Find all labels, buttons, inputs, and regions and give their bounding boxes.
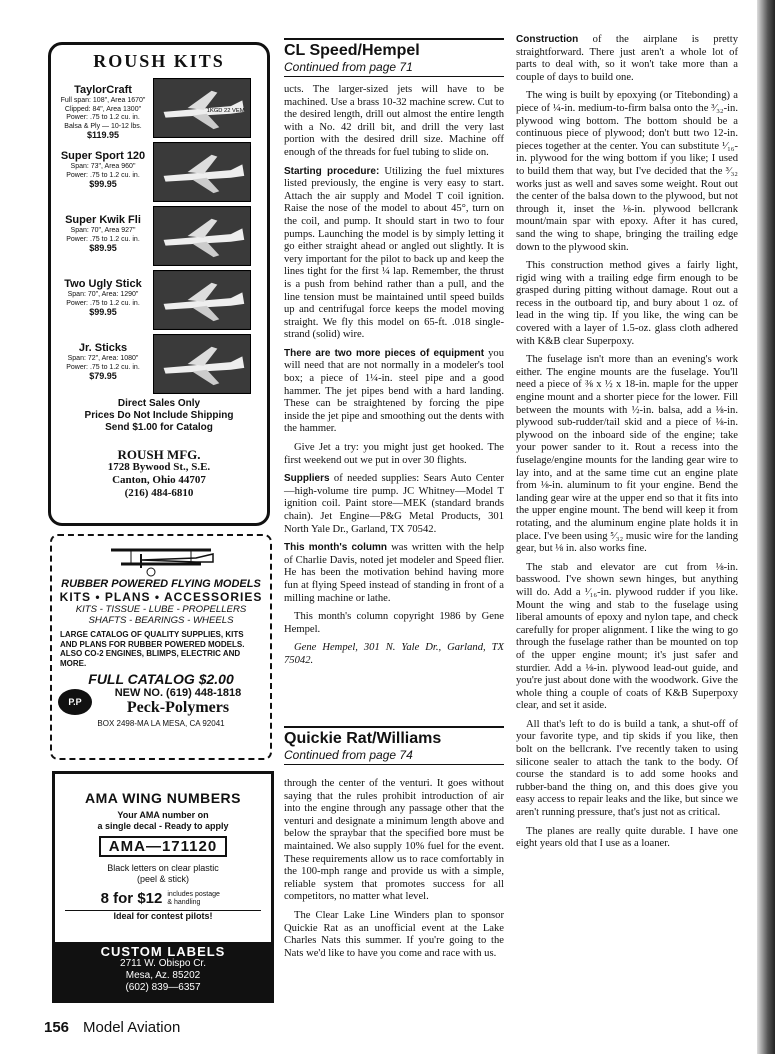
ama-price-note: includes postage & handling [167, 890, 220, 906]
pp-description: LARGE CATALOG OF QUALITY SUPPLIES, KITS AND PLANS FOR RUBBER POWERED MODELS. ALSO CO-2 ENGINES, BLIMPS, ELECTRIC AND MORE. [60, 630, 245, 668]
kit-list [51, 76, 267, 396]
kit-price: $89.95 [89, 243, 117, 253]
kit-photo [153, 78, 251, 138]
pp-phone: NEW NO. (619) 448-1818 [114, 687, 242, 699]
ama-price: 8 for $12 [100, 890, 163, 907]
magazine-name: Model Aviation [83, 1019, 181, 1036]
pp-brand: Peck-Polymers [126, 699, 230, 716]
airplane-photo-icon [154, 335, 250, 393]
biplane-icon [101, 542, 221, 578]
airplane-photo-icon [154, 207, 250, 265]
pp-logo: P.P [58, 689, 92, 715]
cl-speed-continued: Continued from page 71 [284, 60, 504, 77]
ama-title: AMA WING NUMBERS [84, 790, 242, 806]
pp-catalog: FULL CATALOG $2.00 [88, 671, 234, 687]
page-footer [44, 1019, 180, 1036]
roush-direct-sales: Direct Sales Only Prices Do Not Include Shipping Send $1.00 for Catalog [84, 398, 234, 433]
roush-kits-ad [48, 42, 270, 526]
quickie-rat-header [284, 726, 504, 765]
kit-price: $79.95 [89, 371, 117, 381]
quickie-rat-continued: Continued from page 74 [284, 748, 504, 765]
peck-polymers-ad [50, 534, 272, 760]
ama-ideal: Ideal for contest pilots! [65, 910, 261, 921]
construction-column: Construction of the airplane is pretty straightforward. There just aren't a whole lot of parts to deal with, so it won't take more than a couple of days to build one. The wing is built by epoxying (or Titebonding) a piece of ¼-in. medium-to-firm balsa onto the ³⁄₃₂-in. plywood wing bottom. The bottom should be a continuous piece of plywood; don't butt two 12-in. pieces together at the center. You can substitute ¹⁄₁₆-in. plywood for the wing bottom if you like; I used to build them that way, but I've decided that the ³⁄₃₂ works just as well and saves some weight. Rout out the center of the balsa down to the plywood, but not through it, inset the ⅛-in. plywood bellcrank mount/main spar with epoxy. After it has cured, sand the wing to shape, bringing the trailing edge down to the plywood skin. This construction method gives a fairly light, rigid wing with a trailing edge firm enough to be grasped during pitting without damage. Rout out a recess in the outboard tip, and bury about 1 oz. of lead in the wing tip. If you like, the wing can be covered with a layer of 1.5-oz. glass cloth adhered with K&B clear Superpoxy. The fuselage isn't more than an evening's work either. The engine mounts are the fuselage. You'll need a piece of ⅜ x ½ x 18-in. maple for the upper engine mount and a shorter piece for the lower. Fill between the mounts with ½-in. balsa, add a ⅛-in. plywood sub-rudder/tail skid and a piece of ⅛-in. plywood on the inboard side of the engine; take your power sander to it. Rout a recess into the fuselage/engine mounts for the landing gear wire to lay into, and at the same time cut an engine plate from ⅛-in. aluminum to fit your engine. Bend the landing gear wire at the upper end so that it fits into the upper engine mount. The bend will keep it from rotating, and the aluminum engine plate holds it in place. I've been using ⁵⁄₃₂ music wire for the landing gear, but ⅛ in. also works fine. The stab and elevator are cut from ⅛-in. basswood. I've shown sewn hinges, but anything will do. Add a ¹⁄₁₆-in. plywood rudder if you like. Mount the wing and stab to the fuselage using liberal amounts of epoxy and nylon tape, and check carefully for proper alignment. I like the wing to go through the fuselage rather than be mounted on top of the upper engine mount; it's just safer and sturdier. Add a ⅛-in. plywood lead-out guide, and you're just about done with the woodwork. Give the whole thing a couple of coats of K&B Superpoxy clear, and set it aside. All that's left to do is build a tank, a shut-off of your favorite type, and tip skids if you like, then bolt on the bellcrank. I've recently taken to using silicone sealer to attach the tank to the body. Of course the standard is to add some hooks and rubber-band the thing on, and this does give you easy access to repair leaks and the like, but since we aren't running pressure, that's just not as critical. The planes are really quite durable. I have one eight years old that I use as a loaner. [516, 34, 738, 850]
kit-row: TaylorCraft Full span: 108", Area 1670" Clipped: 84", Area 1300" Power: .75 to 1.2 cu. in. Balsa & Ply — 10-12 lbs. $119.95 1KGD 22 VEM [51, 76, 267, 140]
airplane-photo-icon [154, 143, 250, 201]
kit-photo [153, 270, 251, 330]
kit-price: $119.95 [86, 130, 120, 140]
airplane-photo-icon [154, 79, 250, 137]
kit-row: Super Kwik Fli Span: 70", Area 927" Power: .75 to 1.2 cu. in. $89.95 [51, 204, 267, 268]
kit-row: Jr. Sticks Span: 72", Area: 1080" Power: .75 to 1.2 cu. in. $79.95 [51, 332, 267, 396]
cl-speed-body: ucts. The larger-sized jets will have to be machined. Use a brass 10-32 machine screw. Cut to the desired length, drill out almost the entire length with a No. 42 drill bit, and drill the very last portion with the desired drill size. Machine off enough of the threads for fuel tubing to slide on. Starting procedure: Utilizing the fuel mixtures listed previously, the engine is very easy to start. Attach the air supply and Model T coil ignition. Raise the nose of the model to about 45°, turn on the coil, and pump. It should start in two to four pumps. Launching the model is by simply letting it go either straight ahead or angled out slightly. It is very important for the pilot to back up and keep the lines tight for the first ¼ lap. Remember, the thrust is a push from behind rather than a pull, and the line tension must be maintained until speed builds up and centrifugal force keeps the model moving straight. We fly this model on 65-ft. .018 single-strand (solid) wire. There are two more pieces of equipment you will need that are not normally in a modeler's tool box; a piece of 1¼-in. steel pipe and a good hammer. The jet pipes bend with a hard landing. These can be straightened by forcing the pipe inside the jet pipe and smoothing out the dents with the hammer. Give Jet a try: you might just get hooked. The first weekend out we put in over 30 flights. Suppliers of needed supplies: Sears Auto Center—high-volume tire pump. JC Whitney—Model T ignition coil. Paint store—MEK (standard brands chain). Jet Engine—P&G Metal Products, 301 North Yale Dr., Garland, TX 70542. This month's column was written with the help of Charlie Davis, noted jet modeler and Speed flier. He has been the motivation behind having more fun at flying Speed instead of standing in front of a milling machine or lathe. This month's column copyright 1986 by Gene Hempel. Gene Hempel, 301 N. Yale Dr., Garland, TX 75042. [284, 84, 504, 666]
kit-name: Two Ugly Stick [64, 278, 142, 290]
kit-name: Super Kwik Fli [65, 214, 141, 226]
quickie-rat-body: through the center of the venturi. It goes without saying that the rules prohibit introduction of air into the engine through any passage other that the venturi and designate a minimum length above and below the spraybar that the specified bore must be maintained. We also supply 10% fuel for the event. These requirements allow us to race comfortably in the 100-mph range and provide us with a simple, reliable system that promotes success for all competitors, no matter what level. The Clear Lake Line Winders plan to sponsor Quickie Rat as an unofficial event at the Lake Charles Nats this summer. If you're going to the Nats we'd like to have you come and race with us. [284, 778, 504, 959]
page-number: 156 [44, 1019, 70, 1036]
custom-labels-block: CUSTOM LABELS 2711 W. Obispo Cr. Mesa, Az. 85202 (602) 839—6357 [55, 942, 271, 1000]
kit-price: $99.95 [89, 307, 117, 317]
cl-speed-title: CL Speed/Hempel [284, 38, 504, 60]
kit-name: Jr. Sticks [78, 342, 128, 354]
kit-price: $99.95 [89, 179, 117, 189]
kit-photo [153, 206, 251, 266]
pp-line3: KITS - TISSUE - LUBE - PROPELLERS [75, 604, 247, 615]
kit-photo [153, 334, 251, 394]
pp-line2: KITS • PLANS • ACCESSORIES [59, 590, 263, 604]
kit-name: TaylorCraft [74, 84, 132, 96]
kit-row: Two Ugly Stick Span: 70", Area: 1290" Power: .75 to 1.2 cu. in. $99.95 [51, 268, 267, 332]
kit-photo-label: 1KGD 22 VEM [206, 107, 245, 114]
kit-photo [153, 142, 251, 202]
pp-box: BOX 2498-MA LA MESA, CA 92041 [97, 719, 225, 728]
page-spine-shadow [757, 0, 775, 1054]
pp-headline: RUBBER POWERED FLYING MODELS [61, 578, 261, 590]
pp-line4: SHAFTS - BEARINGS - WHEELS [88, 615, 234, 626]
roush-mfg-address: ROUSH MFG. 1728 Bywood St., S.E. Canton, Ohio 44707 (216) 484-6810 [107, 447, 211, 499]
kit-row: Super Sport 120 Span: 73", Area 960" Power: .75 to 1.2 cu. in. $99.95 [51, 140, 267, 204]
roush-title: ROUSH KITS [93, 51, 225, 71]
cl-speed-header [284, 38, 504, 77]
kit-name: Super Sport 120 [60, 150, 146, 162]
quickie-rat-title: Quickie Rat/Williams [284, 726, 504, 748]
ama-number-decal: AMA—171120 [99, 836, 227, 857]
ama-wing-numbers-ad: AMA WING NUMBERS Your AMA number on a single decal - Ready to apply AMA—171120 Black letters on clear plastic (peel & stick) 8 for $12 includes postage & handling Ideal for contest pilots! CUSTOM LABELS 2711 W. Obispo Cr. Mesa, Az. 85202 (602) 839—6357 [52, 771, 274, 1003]
airplane-photo-icon [154, 271, 250, 329]
